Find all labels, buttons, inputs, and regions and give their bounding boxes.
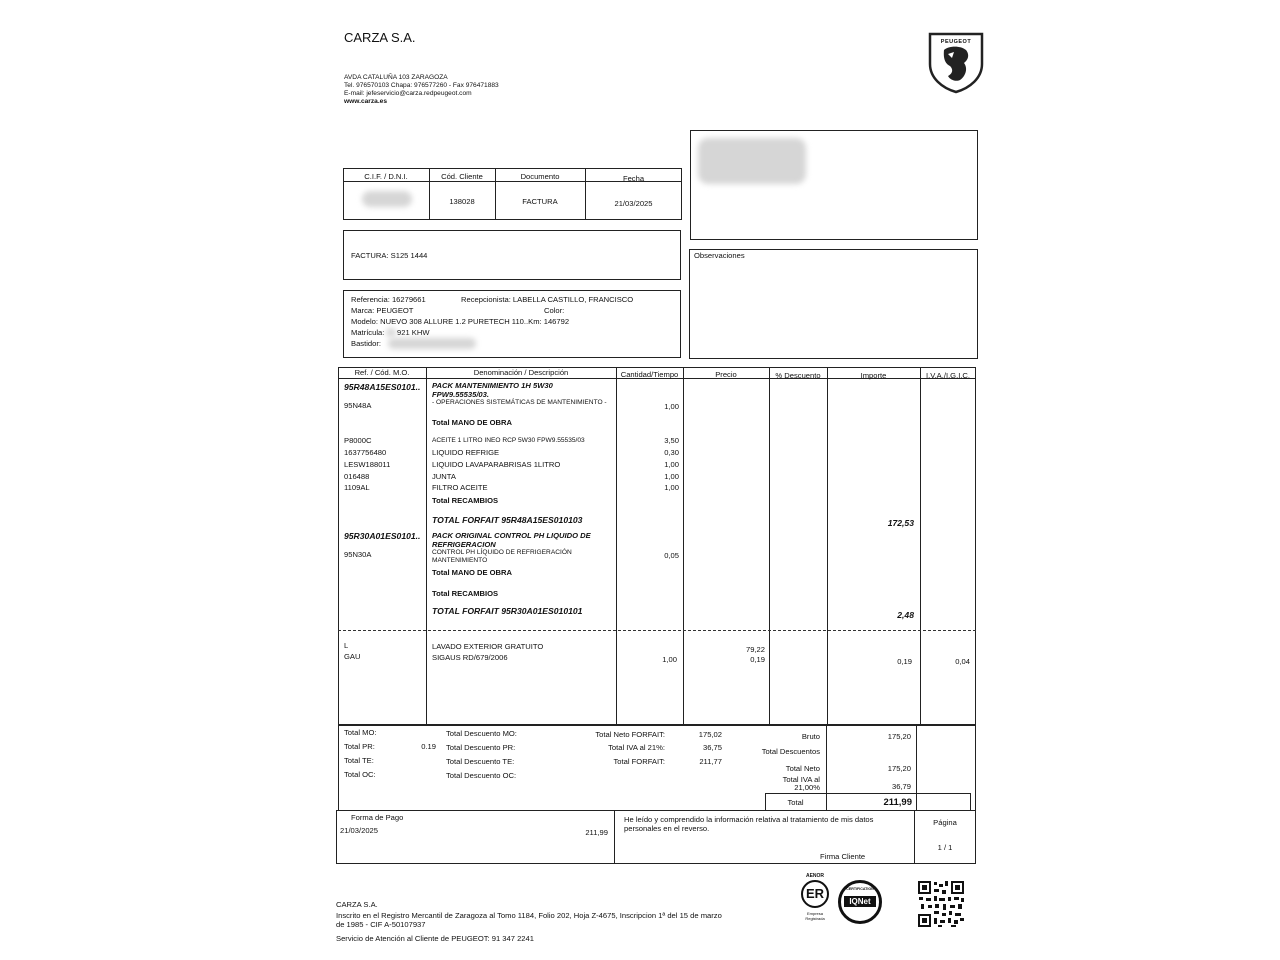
iqnet-label: IQNet (844, 896, 876, 907)
aenor-label: AENOR (805, 873, 825, 879)
forfait1-total-label: TOTAL FORFAIT 95R48A15ES010103 (432, 515, 583, 525)
bruto-value: 175,20 (887, 732, 911, 741)
neto-forfait-value: 175,02 (698, 730, 722, 739)
payment-date: 21/03/2025 (340, 826, 379, 835)
part-qty: 1,00 (664, 460, 679, 469)
col-date: Fecha (622, 174, 645, 183)
part-desc: ACEITE 1 LITRO INEO RCP 5W30 FPW9.55535/03 (432, 437, 585, 444)
forfait1-ref: 95R48A15ES0101.. (344, 382, 421, 392)
header-vat: I.V.A./I.G.I.C. (925, 371, 971, 380)
extra-desc: SIGAUS RD/679/2006 (432, 653, 508, 662)
extra-ref: L (344, 641, 349, 650)
forfait2-ref: 95R30A01ES0101.. (344, 531, 421, 541)
extra-price: 79,22 (745, 645, 765, 654)
page-label: Página (933, 818, 957, 827)
client-code: 138028 (449, 197, 475, 206)
peugeot-lion-shield-icon (926, 30, 986, 94)
grand-total-value: 211,99 (883, 797, 912, 808)
vehicle-plate: 921 KHW (397, 328, 430, 337)
desc-pr-label: Total Descuento PR: (446, 743, 516, 752)
forfait2-total-label: TOTAL FORFAIT 95R30A01ES010101 (432, 606, 583, 616)
signature-label: Firma Cliente (820, 852, 866, 861)
desc-oc-label: Total Descuento OC: (446, 771, 517, 780)
vehicle-reference: Referencia: 16279661 (351, 295, 426, 304)
total-te-label: Total TE: (344, 756, 374, 765)
grand-total-label: Total (787, 798, 804, 807)
extra-amount: 0,19 (897, 657, 912, 666)
neto-value: 175,20 (887, 764, 911, 773)
qr-code (917, 880, 965, 928)
vehicle-chassis: Bastidor: (351, 339, 381, 348)
part-desc: LIQUIDO REFRIGE (432, 448, 500, 457)
total-pr-label: Total PR: (344, 742, 375, 751)
invoice-number: FACTURA: S125 1444 (351, 251, 428, 260)
vehicle-color: Color: (544, 306, 565, 315)
part-qty: 0,30 (664, 448, 679, 457)
forfait2-title: PACK ORIGINAL CONTROL PH LIQUIDO DE REFRIGERACION (432, 531, 591, 549)
forfait1-labor-ref: 95N48A (344, 401, 372, 410)
header-ref: Ref. / Cód. M.O. (354, 368, 410, 377)
brand-label: PEUGEOT (940, 39, 972, 45)
invoice-date: 21/03/2025 (614, 199, 653, 208)
neto-forfait-label: Total Neto FORFAIT: (595, 730, 665, 739)
forfait2-total-parts: Total RECAMBIOS (432, 589, 499, 598)
iqnet-badge (838, 880, 882, 924)
iva-forfait-value: 36,75 (702, 743, 722, 752)
invoice-sheet (300, 0, 990, 960)
forfait1-total-mo: Total MANO DE OBRA (432, 418, 513, 427)
header-discount: % Descuento (775, 371, 821, 380)
part-ref: P8000C (344, 436, 372, 445)
extra-ref: GAU (344, 652, 361, 661)
part-qty: 1,00 (664, 483, 679, 492)
part-desc: FILTRO ACEITE (432, 483, 488, 492)
company-phones: Tel. 976570103 Chapa: 976577260 - Fax 976471883 (344, 82, 499, 89)
er-mark: ER (801, 880, 829, 908)
payment-label: Forma de Pago (351, 813, 404, 822)
forfait1-total-parts: Total RECAMBIOS (432, 496, 499, 505)
forfait2-total-mo: Total MANO DE OBRA (432, 568, 513, 577)
iva-forfait-label: Total IVA al 21%: (608, 743, 665, 752)
part-qty: 3,50 (664, 436, 679, 445)
footer-registry: Inscrito en el Registro Mercantil de Zaragoza al Tomo 1184, Folio 202, Hoja Z-4675, Inscripcion 1ª del 15 de marzo de 1985 - CIF A-50107937 (336, 911, 722, 929)
iva-total-value: 36,79 (891, 782, 911, 791)
forfait2-labor-ref: 95N30A (344, 550, 372, 559)
descuentos-label: Total Descuentos (761, 747, 820, 756)
redacted-recipient (698, 138, 806, 184)
total-mo-label: Total MO: (344, 728, 377, 737)
col-cif: C.I.F. / D.N.I. (364, 172, 408, 181)
header-price: Precio (715, 370, 737, 379)
company-address: AVDA CATALUÑA 103 ZARAGOZA (344, 74, 448, 81)
part-ref: 1637756480 (344, 448, 387, 457)
part-desc: JUNTA (432, 472, 456, 481)
extra-qty: 1,00 (662, 655, 677, 664)
footer-service: Servicio de Atención al Cliente de PEUGEOT: 91 347 2241 (336, 934, 534, 943)
payment-amount: 211,99 (585, 828, 608, 837)
extra-price: 0,19 (750, 655, 765, 664)
company-email: E-mail: jefeservicio@carza.redpeugeot.com (344, 90, 472, 97)
privacy-note: He leído y comprendido la información relativa al tratamiento de mis datos personales en el reverso. (624, 815, 874, 833)
part-ref: LESW188011 (344, 460, 391, 469)
header-amount: Importe (860, 371, 887, 380)
forfait2-total-amount: 2,48 (897, 610, 914, 620)
footer-company: CARZA S.A. (336, 900, 378, 909)
part-qty: 1,00 (664, 472, 679, 481)
redacted-cif (362, 191, 412, 207)
header-quantity: Cantidad/Tiempo (620, 370, 679, 379)
forfait-total-value: 211,77 (699, 757, 722, 766)
forfait1-title: PACK MANTENIMIENTO 1H 5W30 FPW9.55535/03. (432, 381, 553, 399)
document-type: FACTURA (522, 197, 558, 206)
er-subtitle: Empresa Registrada (805, 911, 825, 921)
total-pr-value: 0.19 (421, 742, 436, 751)
neto-label: Total Neto (785, 764, 820, 773)
total-oc-label: Total OC: (344, 770, 376, 779)
redacted-plate (386, 328, 396, 337)
observations-box (689, 249, 978, 359)
forfait1-total-amount: 172,53 (887, 518, 914, 528)
iqnet-cert: CERTIFICATION (846, 887, 874, 891)
forfait-total-label: Total FORFAIT: (613, 757, 665, 766)
part-ref: 016488 (344, 472, 370, 481)
part-desc: LIQUIDO LAVAPARABRISAS 1LITRO (432, 460, 561, 469)
col-client-code: Cód. Cliente (441, 172, 483, 181)
part-ref: 1109AL (344, 483, 370, 492)
aenor-er-badge (797, 873, 833, 931)
desc-mo-label: Total Descuento MO: (446, 729, 517, 738)
redacted-chassis (388, 338, 476, 349)
company-name: CARZA S.A. (344, 30, 416, 45)
forfait2-labor-desc: CONTROL PH LÍQUIDO DE REFRIGERACIÓN MANTENIMIENTO (432, 549, 572, 564)
col-document: Documento (520, 172, 560, 181)
observations-label: Observaciones (694, 251, 745, 260)
vehicle-receptionist: Recepcionista: LABELLA CASTILLO, FRANCISCO (461, 295, 634, 304)
vehicle-brand: Marca: PEUGEOT (351, 306, 414, 315)
forfait2-labor-qty: 0,05 (664, 551, 679, 560)
forfait1-labor-desc: - OPERACIONES SISTEMÁTICAS DE MANTENIMIENTO - (432, 399, 607, 406)
header-description: Denominación / Descripción (473, 368, 569, 377)
extra-vat: 0,04 (955, 657, 970, 666)
bruto-label: Bruto (801, 732, 820, 741)
page-number: 1 / 1 (937, 843, 953, 852)
forfait1-labor-qty: 1,00 (664, 402, 679, 411)
company-web: www.carza.es (344, 98, 388, 105)
extra-desc: LAVADO EXTERIOR GRATUITO (432, 642, 544, 651)
vehicle-plate-label: Matrícula: (351, 328, 385, 337)
vehicle-model: Modelo: NUEVO 308 ALLURE 1.2 PURETECH 110..Km: 146792 (351, 317, 570, 326)
iva-pct-label: Total IVA al 21,00% (782, 775, 820, 792)
desc-te-label: Total Descuento TE: (446, 757, 515, 766)
